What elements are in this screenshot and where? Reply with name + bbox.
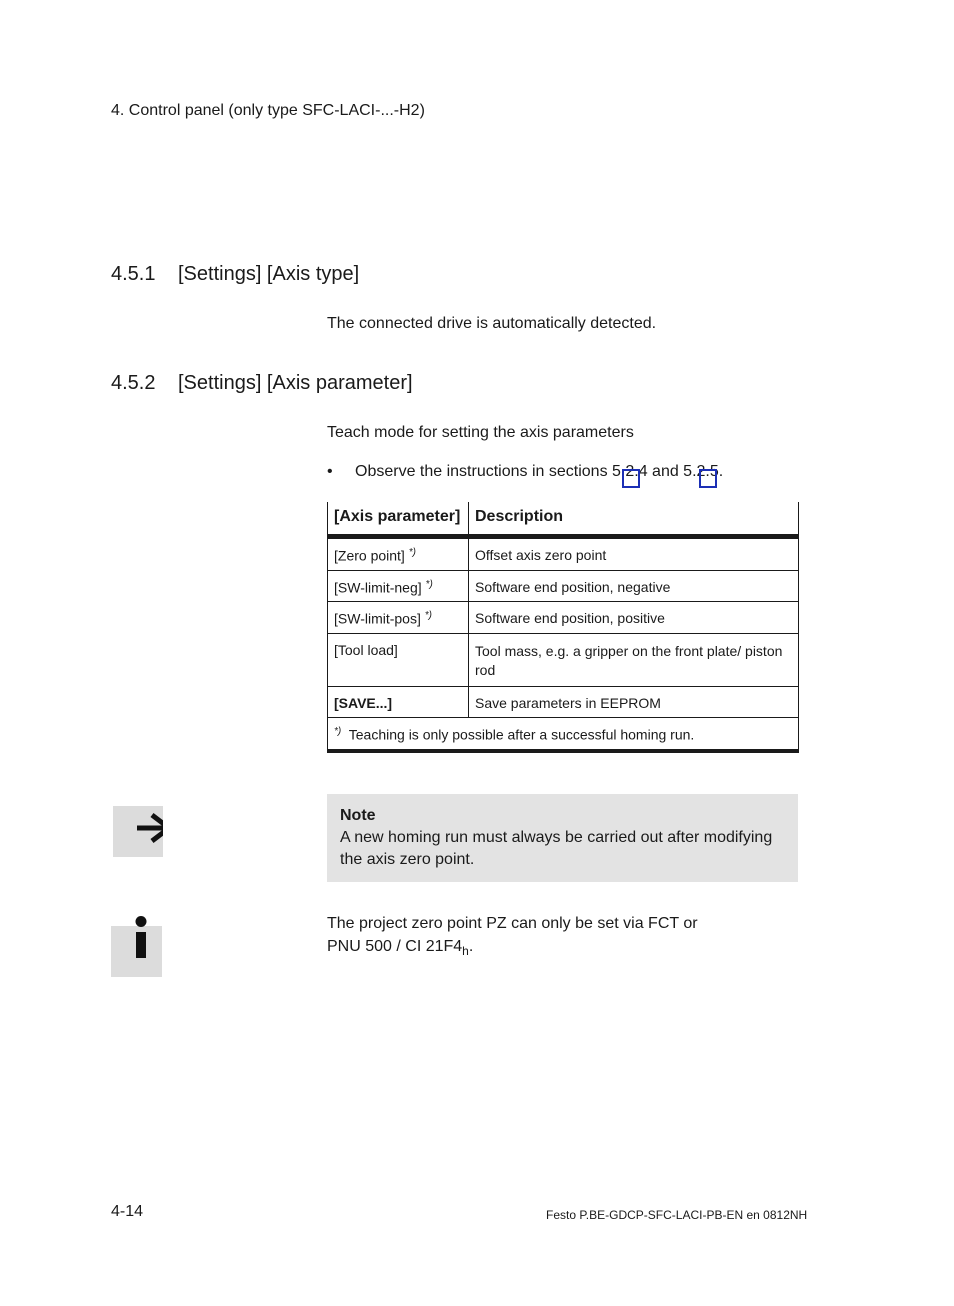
footnote-marker: *) [425, 578, 433, 590]
bullet-item [327, 460, 724, 483]
footnote-marker: *) [424, 610, 432, 622]
parameter-name: [SW-limit-neg] [334, 579, 422, 596]
parameter-cell [328, 570, 469, 602]
section-heading-451 [111, 263, 359, 286]
table-header-row [328, 502, 799, 537]
column-header-description: Description [469, 502, 799, 537]
parameter-cell: [SAVE...] [328, 686, 469, 717]
section-number: 4.5.1 [111, 263, 156, 285]
axis-parameter-table [327, 502, 799, 753]
section-451-text: The connected drive is automatically detected. [327, 315, 657, 332]
section-title: [Settings] [Axis type] [178, 263, 360, 285]
description-cell: Tool mass, e.g. a gripper on the front plate/ piston rod [469, 633, 799, 686]
footnote-text: Teaching is only possible after a successful homing run. [348, 726, 695, 743]
footnote-marker: *) [408, 547, 416, 558]
info-text [327, 912, 698, 963]
chapter-header: 4. Control panel (only type SFC-LACI-...-H2) [111, 102, 425, 119]
description-cell: Software end position, positive [469, 602, 799, 634]
table-row [328, 602, 799, 634]
table-row [328, 537, 799, 571]
info-text-line-1: The project zero point PZ can only be set via FCT or [327, 915, 698, 932]
parameter-name: [Zero point] [334, 547, 405, 564]
document-reference: Festo P.BE-GDCP-SFC-LACI-PB-EN en 0812NH [546, 1208, 808, 1222]
note-title: Note [340, 807, 376, 824]
table-footnote-row [328, 717, 799, 750]
table-row [328, 686, 799, 717]
parameter-cell: [Tool load] [328, 633, 469, 686]
table-footnote [328, 717, 799, 750]
page-number: 4-14 [111, 1203, 144, 1220]
note-text: A new homing run must always be carried out after modifying the axis zero point. [340, 829, 773, 868]
table-row [328, 570, 799, 602]
section-link-5-2-5[interactable] [699, 469, 717, 488]
column-header-parameter: [Axis parameter] [328, 502, 469, 537]
footnote-marker: *) [334, 725, 342, 737]
bullet-text: Observe the instructions in sections 5.2.4 and 5.2.5. [355, 463, 724, 480]
info-icon [111, 926, 162, 977]
description-cell: Offset axis zero point [469, 537, 799, 571]
description-cell: Save parameters in EEPROM [469, 686, 799, 717]
description-cell: Software end position, negative [469, 570, 799, 602]
table-row [328, 633, 799, 686]
arrow-right-icon [113, 806, 163, 857]
section-452-intro: Teach mode for setting the axis parameters [327, 424, 634, 441]
bullet-symbol: • [327, 463, 333, 480]
section-title: [Settings] [Axis parameter] [178, 372, 413, 394]
parameter-name: [SW-limit-pos] [334, 610, 421, 627]
section-link-5-2-4[interactable] [622, 469, 640, 488]
parameter-cell [328, 602, 469, 634]
hex-subscript: h [462, 944, 469, 959]
parameter-cell [328, 537, 469, 571]
note-box [327, 794, 798, 882]
section-heading-452 [111, 372, 413, 395]
section-number: 4.5.2 [111, 372, 156, 394]
info-text-line-2: PNU 500 / CI $21F4_h$. [327, 938, 474, 959]
